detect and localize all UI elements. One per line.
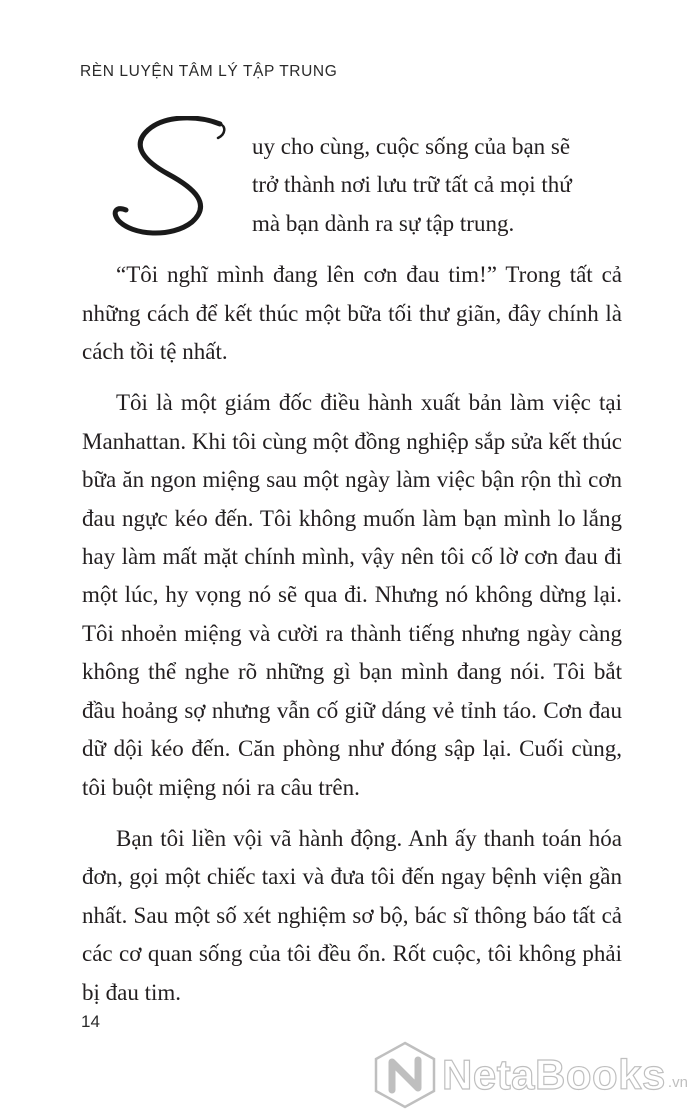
opening-line: mà bạn dành ra sự tập trung. [252,210,515,236]
netabooks-watermark [372,1035,694,1115]
paragraph: Bạn tôi liền vội vã hành động. Anh ấy thanh toán hóa đơn, gọi một chiếc taxi và đưa tôi đến ngay bệnh viện gần nhất. Sau một số xét nghiệm sơ bộ, bác sĩ thông báo tất cả các cơ quan sống của tôi đều ổn. Rốt cuộc, tôi không phải bị đau tim. [82,825,622,1005]
watermark-brand: NetaBooks [442,1051,666,1098]
body-text [82,128,622,1012]
opening-line: trở thành nơi lưu trữ tất cả mọi thứ [252,172,572,198]
netabooks-logo-icon [372,1040,438,1110]
paragraph: Tôi là một giám đốc điều hành xuất bản làm việc tại Manhattan. Khi tôi cùng một đồng nghiệp sắp sửa kết thúc bữa ăn ngon miệng sau một ngày làm việc bận rộn thì cơn đau ngực kéo đến. Tôi không muốn làm bạn mình lo lắng hay làm mất mặt chính mình, vậy nên tôi cố lờ cơn đau đi một lúc, hy vọng nó sẽ qua đi. Nhưng nó không dừng lại. Tôi nhoẻn miệng và cười ra thành tiếng nhưng ngày càng không thể nghe rõ những gì bạn mình đang nói. Tôi bắt đầu hoảng sợ nhưng vẫn cố giữ dáng vẻ tỉnh táo. Cơn đau dữ dội kéo đến. Căn phòng như đóng sập lại. Cuối cùng, tôi buột miệng nói ra câu trên. [82,390,622,800]
page-number: 14 [81,1012,100,1031]
opening-paragraph [252,128,622,243]
opening-line: uy cho cùng, cuộc sống của bạn sẽ [252,134,571,159]
running-header: RÈN LUYỆN TÂM LÝ TẬP TRUNG [80,63,338,80]
paragraph: “Tôi nghĩ mình đang lên cơn đau tim!” Trong tất cả những cách để kết thúc một bữa tối thư giãn, đây chính là cách tồi tệ nhất. [82,262,622,365]
watermark-suffix: .vn [667,1074,688,1091]
